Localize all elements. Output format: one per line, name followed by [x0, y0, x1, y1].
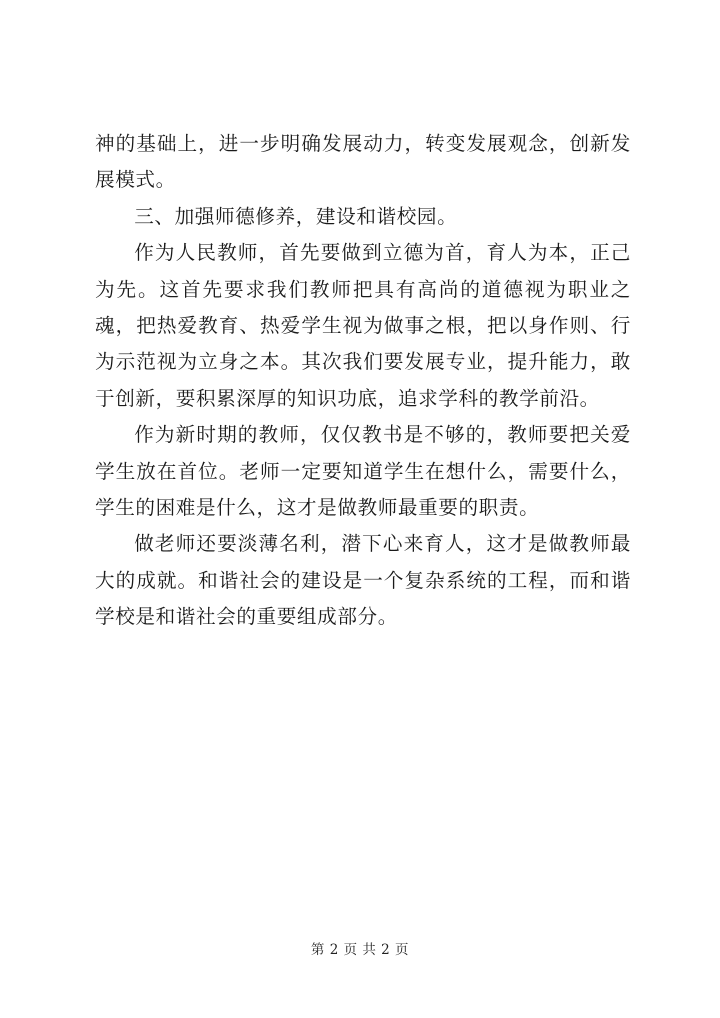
document-body	[95, 126, 631, 636]
paragraph-continuation: 神的基础上，进一步明确发展动力，转变发展观念，创新发展模式。	[95, 132, 631, 192]
paragraph: 作为人民教师，首先要做到立德为首，育人为本，正己为先。这首先要求我们教师把具有高尚的道德视为职业之魂，把热爱教育、热爱学生视为做事之根，把以身作则、行为示范视为立身之本。其次我们要发展专业，提升能力，敢于创新，要积累深厚的知识功底，追求学科的教学前沿。	[95, 241, 631, 410]
paragraph: 做老师还要淡薄名利，潜下心来育人，这才是做教师最大的成就。和谐社会的建设是一个复杂系统的工程，而和谐学校是和谐社会的重要组成部分。	[95, 532, 631, 629]
paragraph: 作为新时期的教师，仅仅教书是不够的，教师要把关爱学生放在首位。老师一定要知道学生在想什么，需要什么，学生的困难是什么，这才是做教师最重要的职责。	[95, 423, 631, 520]
page-number-footer: 第 2 页 共 2 页	[310, 942, 410, 958]
section-heading: 三、加强师德修养，建设和谐校园。	[134, 204, 458, 228]
